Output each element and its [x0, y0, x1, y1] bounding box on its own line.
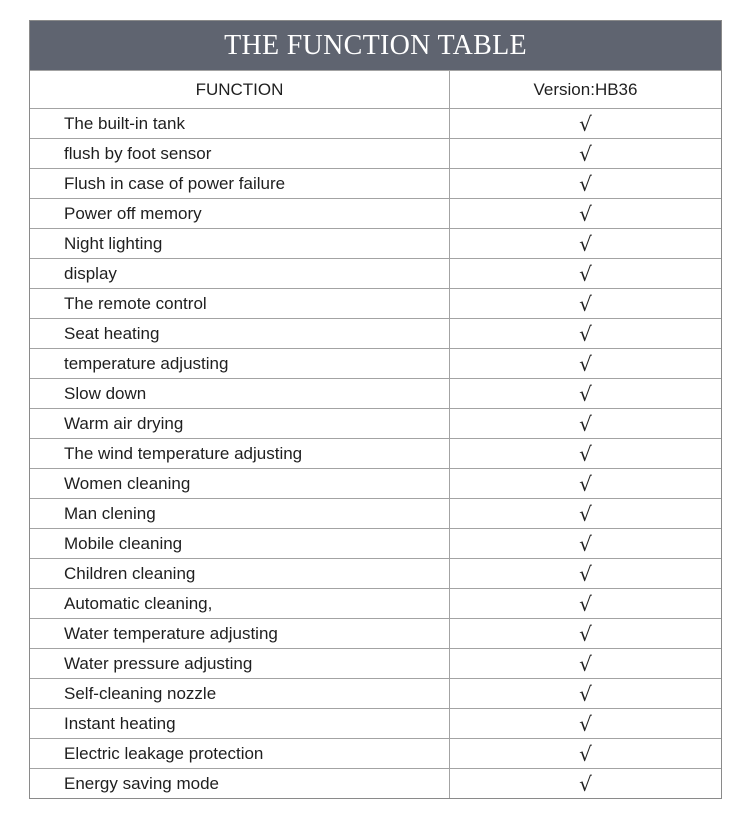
- check-mark-icon: √: [579, 681, 592, 706]
- version-support-cell: [450, 139, 721, 168]
- table-row: [30, 108, 721, 138]
- version-support-cell: [450, 619, 721, 648]
- version-support-cell: [450, 289, 721, 318]
- table-row: [30, 408, 721, 438]
- check-mark-icon: √: [579, 411, 592, 436]
- check-mark-icon: √: [579, 471, 592, 496]
- function-table: [29, 20, 722, 799]
- check-mark-icon: √: [579, 231, 592, 256]
- check-mark-icon: √: [579, 141, 592, 166]
- function-name-cell: Man clening: [30, 499, 450, 528]
- function-name-cell: Night lighting: [30, 229, 450, 258]
- function-name-cell: Electric leakage protection: [30, 739, 450, 768]
- table-body: [30, 108, 721, 798]
- table-row: [30, 708, 721, 738]
- table-row: [30, 648, 721, 678]
- table-row: [30, 288, 721, 318]
- check-mark-icon: √: [579, 201, 592, 226]
- version-support-cell: [450, 739, 721, 768]
- version-support-cell: [450, 229, 721, 258]
- function-name-cell: flush by foot sensor: [30, 139, 450, 168]
- table-row: [30, 378, 721, 408]
- check-mark-icon: √: [579, 741, 592, 766]
- version-support-cell: [450, 379, 721, 408]
- check-mark-icon: √: [579, 441, 592, 466]
- function-name-cell: Energy saving mode: [30, 769, 450, 798]
- function-name-cell: Water temperature adjusting: [30, 619, 450, 648]
- version-support-cell: [450, 409, 721, 438]
- table-row: [30, 468, 721, 498]
- function-name-cell: The built-in tank: [30, 109, 450, 138]
- check-mark-icon: √: [579, 771, 592, 796]
- table-row: [30, 498, 721, 528]
- version-support-cell: [450, 319, 721, 348]
- function-name-cell: Water pressure adjusting: [30, 649, 450, 678]
- check-mark-icon: √: [579, 291, 592, 316]
- version-support-cell: [450, 769, 721, 798]
- version-support-cell: [450, 109, 721, 138]
- version-column-header: Version:HB36: [533, 79, 638, 99]
- table-row: [30, 738, 721, 768]
- version-support-cell: [450, 169, 721, 198]
- check-mark-icon: √: [579, 381, 592, 406]
- version-support-cell: [450, 559, 721, 588]
- function-name-cell: Self-cleaning nozzle: [30, 679, 450, 708]
- version-support-cell: [450, 469, 721, 498]
- function-name-cell: Slow down: [30, 379, 450, 408]
- version-support-cell: [450, 589, 721, 618]
- function-name-cell: Instant heating: [30, 709, 450, 738]
- check-mark-icon: √: [579, 501, 592, 526]
- function-name-cell: temperature adjusting: [30, 349, 450, 378]
- table-row: [30, 168, 721, 198]
- function-name-cell: Flush in case of power failure: [30, 169, 450, 198]
- table-row: [30, 258, 721, 288]
- check-mark-icon: √: [579, 711, 592, 736]
- version-support-cell: [450, 529, 721, 558]
- table-title: THE FUNCTION TABLE: [30, 21, 721, 70]
- version-support-cell: [450, 199, 721, 228]
- function-name-cell: Children cleaning: [30, 559, 450, 588]
- function-name-cell: Seat heating: [30, 319, 450, 348]
- version-support-cell: [450, 439, 721, 468]
- check-mark-icon: √: [579, 111, 592, 136]
- table-row: [30, 228, 721, 258]
- version-support-cell: [450, 259, 721, 288]
- function-column-header: FUNCTION: [30, 71, 450, 108]
- version-support-cell: [450, 649, 721, 678]
- check-mark-icon: √: [579, 651, 592, 676]
- check-mark-icon: √: [579, 351, 592, 376]
- table-header-row: [30, 70, 721, 108]
- table-row: [30, 438, 721, 468]
- check-mark-icon: √: [579, 321, 592, 346]
- table-row: [30, 348, 721, 378]
- check-mark-icon: √: [579, 591, 592, 616]
- function-name-cell: Warm air drying: [30, 409, 450, 438]
- function-name-cell: The remote control: [30, 289, 450, 318]
- version-support-cell: [450, 499, 721, 528]
- table-row: [30, 138, 721, 168]
- version-support-cell: [450, 349, 721, 378]
- table-row: [30, 528, 721, 558]
- check-mark-icon: √: [579, 621, 592, 646]
- table-row: [30, 768, 721, 798]
- table-row: [30, 588, 721, 618]
- check-mark-icon: √: [579, 261, 592, 286]
- table-row: [30, 618, 721, 648]
- function-name-cell: Women cleaning: [30, 469, 450, 498]
- check-mark-icon: √: [579, 171, 592, 196]
- function-name-cell: Mobile cleaning: [30, 529, 450, 558]
- table-row: [30, 678, 721, 708]
- table-row: [30, 198, 721, 228]
- table-row: [30, 558, 721, 588]
- version-support-cell: [450, 709, 721, 738]
- function-name-cell: The wind temperature adjusting: [30, 439, 450, 468]
- function-name-cell: Power off memory: [30, 199, 450, 228]
- table-row: [30, 318, 721, 348]
- function-name-cell: Automatic cleaning,: [30, 589, 450, 618]
- check-mark-icon: √: [579, 561, 592, 586]
- check-mark-icon: √: [579, 531, 592, 556]
- version-support-cell: [450, 679, 721, 708]
- function-name-cell: display: [30, 259, 450, 288]
